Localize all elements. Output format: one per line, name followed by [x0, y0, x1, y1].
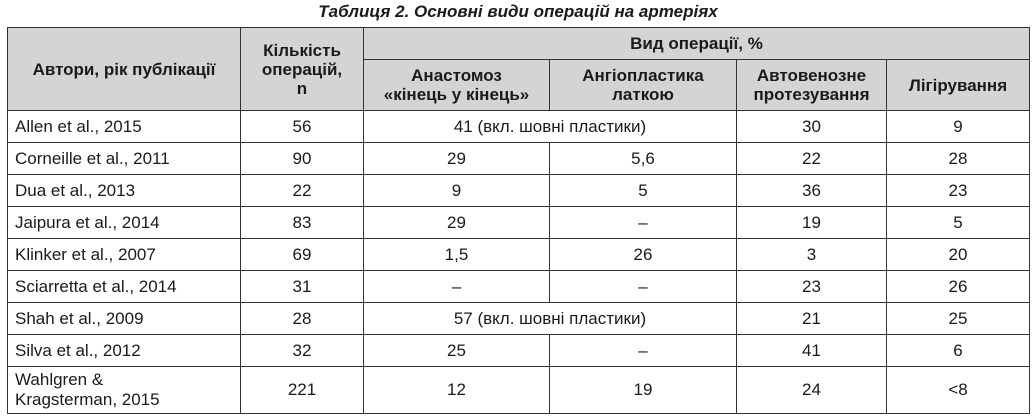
cell-anastomosis: 29 — [364, 143, 550, 175]
cell-ligation: 9 — [887, 111, 1030, 143]
cell-count: 22 — [241, 175, 364, 207]
cell-anastomosis: 9 — [364, 175, 550, 207]
cell-ligation: 23 — [887, 175, 1030, 207]
cell-author: Klinker et al., 2007 — [8, 239, 241, 271]
cell-angioplasty: 5,6 — [550, 143, 737, 175]
header-count-line-2: операцій, — [261, 59, 343, 79]
cell-autovenous: 19 — [737, 207, 887, 239]
table-row — [8, 175, 1030, 207]
header-anastomosis — [364, 60, 550, 111]
cell-count: 56 — [241, 111, 364, 143]
cell-author-line-2: Kragsterman, 2015 — [15, 390, 160, 409]
cell-ligation: 25 — [887, 303, 1030, 335]
cell-anastomosis-merged: 41 (вкл. шовні пластики) — [364, 111, 737, 143]
table-row — [8, 207, 1030, 239]
cell-author: Allen et al., 2015 — [8, 111, 241, 143]
cell-count: 28 — [241, 303, 364, 335]
header-angioplasty — [550, 60, 737, 111]
header-anastomosis-line-1: Анастомоз — [411, 66, 502, 85]
cell-ligation: 6 — [887, 335, 1030, 367]
cell-author: Shah et al., 2009 — [8, 303, 241, 335]
cell-autovenous: 36 — [737, 175, 887, 207]
cell-anastomosis: 25 — [364, 335, 550, 367]
header-ligation: Лігірування — [887, 60, 1030, 111]
table-row — [8, 111, 1030, 143]
cell-ligation: <8 — [887, 367, 1030, 414]
header-autovenous-line-2: протезування — [753, 85, 870, 104]
cell-autovenous: 41 — [737, 335, 887, 367]
cell-count: 221 — [241, 367, 364, 414]
cell-autovenous: 23 — [737, 271, 887, 303]
cell-autovenous: 24 — [737, 367, 887, 414]
table-row — [8, 367, 1030, 414]
cell-author: Silva et al., 2012 — [8, 335, 241, 367]
cell-count: 90 — [241, 143, 364, 175]
cell-autovenous: 21 — [737, 303, 887, 335]
cell-angioplasty: 26 — [550, 239, 737, 271]
cell-ligation: 5 — [887, 207, 1030, 239]
cell-ligation: 20 — [887, 239, 1030, 271]
cell-anastomosis: – — [364, 271, 550, 303]
cell-author: Jaipura et al., 2014 — [8, 207, 241, 239]
table-row — [8, 143, 1030, 175]
cell-angioplasty: – — [550, 271, 737, 303]
cell-count: 83 — [241, 207, 364, 239]
cell-author — [8, 367, 241, 414]
header-count-line-1: Кількість — [263, 40, 341, 60]
table-row — [8, 303, 1030, 335]
header-angioplasty-line-2: латкою — [612, 85, 674, 104]
cell-count: 69 — [241, 239, 364, 271]
cell-count: 32 — [241, 335, 364, 367]
cell-ligation: 28 — [887, 143, 1030, 175]
header-autovenous — [737, 60, 887, 111]
cell-ligation: 26 — [887, 271, 1030, 303]
table-row — [8, 271, 1030, 303]
header-authors: Автори, рік публікації — [8, 28, 241, 111]
cell-author: Corneille et al., 2011 — [8, 143, 241, 175]
table-caption: Таблиця 2. Основні види операцій на артеріях — [318, 2, 718, 21]
cell-anastomosis: 12 — [364, 367, 550, 414]
header-anastomosis-line-2: «кінець у кінець» — [383, 85, 530, 104]
cell-anastomosis: 29 — [364, 207, 550, 239]
cell-count: 31 — [241, 271, 364, 303]
cell-angioplasty: – — [550, 207, 737, 239]
header-autovenous-line-1: Автовенозне — [756, 66, 867, 85]
cell-angioplasty: 5 — [550, 175, 737, 207]
cell-author: Sciarretta et al., 2014 — [8, 271, 241, 303]
header-angioplasty-line-1: Ангіопластика — [582, 66, 704, 85]
cell-anastomosis-merged: 57 (вкл. шовні пластики) — [364, 303, 737, 335]
cell-author-line-1: Wahlgren & — [15, 370, 104, 389]
cell-autovenous: 22 — [737, 143, 887, 175]
cell-autovenous: 3 — [737, 239, 887, 271]
cell-angioplasty: 19 — [550, 367, 737, 414]
header-count-line-3: n — [296, 78, 308, 98]
operations-table — [7, 27, 1030, 414]
cell-angioplasty: – — [550, 335, 737, 367]
table-row — [8, 335, 1030, 367]
cell-author: Dua et al., 2013 — [8, 175, 241, 207]
header-count — [241, 28, 364, 111]
cell-anastomosis: 1,5 — [364, 239, 550, 271]
table-row — [8, 239, 1030, 271]
cell-autovenous: 30 — [737, 111, 887, 143]
header-operation-type: Вид операції, % — [364, 28, 1030, 60]
